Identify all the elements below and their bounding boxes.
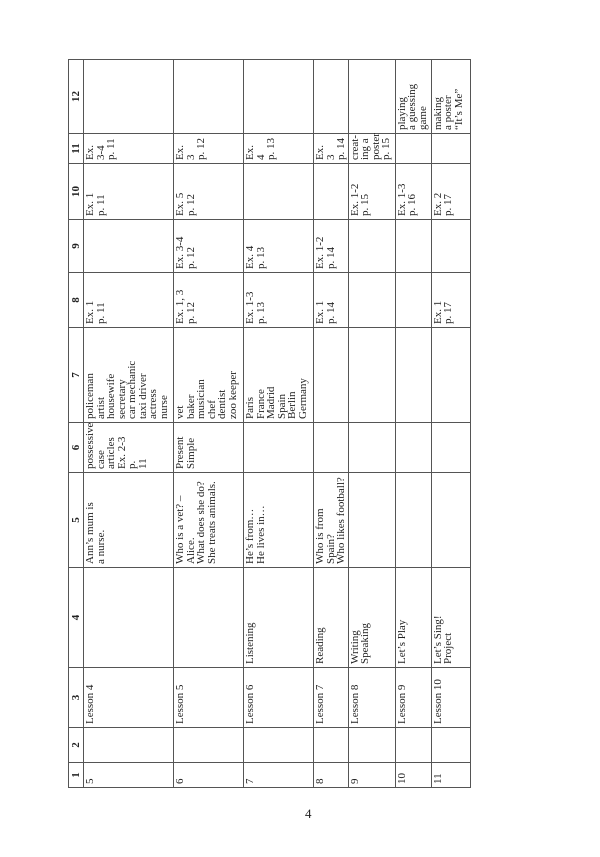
table-cell: Let’s Play (395, 568, 431, 668)
table-cell: Ex. 5 p. 12 (174, 164, 244, 220)
table-cell: Ex. 4 p. 13 (244, 220, 314, 273)
table-cell (395, 220, 431, 273)
table-cell (395, 134, 431, 164)
table-cell (244, 60, 314, 134)
table-cell: Ann’s mum is a nurse. (84, 473, 174, 568)
column-header: 3 (69, 668, 84, 728)
table-cell (348, 728, 395, 763)
table-cell: Ex. 3-4 p. 11 (84, 134, 174, 164)
column-header: 5 (69, 473, 84, 568)
table-cell (395, 328, 431, 423)
table-cell (395, 423, 431, 473)
rotated-lesson-plan-table (68, 60, 465, 788)
column-header: 4 (69, 568, 84, 668)
table-cell: Let’s Sing! Project (431, 568, 470, 668)
table-cell: 9 (348, 763, 395, 788)
table-cell (395, 273, 431, 328)
table-cell (244, 728, 314, 763)
table-cell (314, 728, 349, 763)
header-row (69, 60, 84, 788)
table-cell: Lesson 5 (174, 668, 244, 728)
table-cell (244, 423, 314, 473)
table-cell (84, 220, 174, 273)
table-cell: 10 (395, 763, 431, 788)
table-cell (174, 568, 244, 668)
table-cell: Ex. 1-2 p. 15 (348, 164, 395, 220)
table-cell (431, 328, 470, 423)
table-cell (348, 273, 395, 328)
table-cell: 5 (84, 763, 174, 788)
table-cell: 6 (174, 763, 244, 788)
table-cell (84, 728, 174, 763)
table-cell: possessive case articles Ex. 2-3 p. 11 (84, 423, 174, 473)
table-cell: Ex. 1 p. 11 (84, 273, 174, 328)
table-cell (314, 60, 349, 134)
table-cell: Ex. 3 p. 12 (174, 134, 244, 164)
column-header: 7 (69, 328, 84, 423)
column-header: 12 (69, 60, 84, 134)
page-number: 4 (305, 806, 312, 821)
table-row (314, 60, 349, 788)
table-row (431, 60, 470, 788)
table-cell: Lesson 4 (84, 668, 174, 728)
table-cell: Listening (244, 568, 314, 668)
table-cell: creat- ing a poster p. 15 (348, 134, 395, 164)
column-header: 2 (69, 728, 84, 763)
table-cell: Ex. 3-4 p. 12 (174, 220, 244, 273)
table-cell (84, 60, 174, 134)
table-cell: making a poster “It’s Me” (431, 60, 470, 134)
table-cell: playing a guessing game (395, 60, 431, 134)
table-cell: Ex. 3 p. 14 (314, 134, 349, 164)
table-cell (174, 60, 244, 134)
column-header: 10 (69, 164, 84, 220)
table-cell: Ex. 1 p. 17 (431, 273, 470, 328)
table-row (244, 60, 314, 788)
table-cell: Lesson 8 (348, 668, 395, 728)
table-cell: He’s from… He lives in… (244, 473, 314, 568)
column-header: 11 (69, 134, 84, 164)
table-row (395, 60, 431, 788)
table-cell: Who is a vet? – Alice. What does she do? She treats animals. (174, 473, 244, 568)
table-row (84, 60, 174, 788)
table-cell: policeman artist housewife secretary car mechanic taxi driver actress nurse (84, 328, 174, 423)
column-header: 8 (69, 273, 84, 328)
table-cell: Ex. 1 p. 14 (314, 273, 349, 328)
table-cell (431, 423, 470, 473)
table-cell (395, 728, 431, 763)
lesson-plan-table (68, 59, 471, 788)
table-cell: Present Simple (174, 423, 244, 473)
table-cell (244, 164, 314, 220)
column-header: 6 (69, 423, 84, 473)
table-row (348, 60, 395, 788)
table-cell: Ex. 1-3 p. 13 (244, 273, 314, 328)
table-cell: Reading (314, 568, 349, 668)
table-cell (431, 473, 470, 568)
table-cell (348, 473, 395, 568)
table-cell (314, 164, 349, 220)
table-cell: Ex. 1, 3 p. 12 (174, 273, 244, 328)
table-cell (395, 473, 431, 568)
table-row (174, 60, 244, 788)
table-cell (174, 728, 244, 763)
table-cell (348, 423, 395, 473)
table-cell (431, 728, 470, 763)
table-cell: Lesson 10 (431, 668, 470, 728)
table-cell: Lesson 9 (395, 668, 431, 728)
table-cell: 11 (431, 763, 470, 788)
column-header: 9 (69, 220, 84, 273)
table-cell (431, 134, 470, 164)
table-cell: Writing Speaking (348, 568, 395, 668)
table-cell: Ex. 4 p. 13 (244, 134, 314, 164)
table-cell (348, 220, 395, 273)
table-cell: Ex. 1-3 p. 16 (395, 164, 431, 220)
table-cell (348, 60, 395, 134)
table-cell: Lesson 7 (314, 668, 349, 728)
table-cell (348, 328, 395, 423)
table-cell (314, 423, 349, 473)
table-cell: Who is from Spain? Who likes football? (314, 473, 349, 568)
table-cell (84, 568, 174, 668)
table-cell (314, 328, 349, 423)
table-cell: 7 (244, 763, 314, 788)
column-header: 1 (69, 763, 84, 788)
table-cell: Paris France Madrid Spain Berlin Germany (244, 328, 314, 423)
table-cell: vet baker musician chef dentist zoo keeper (174, 328, 244, 423)
table-cell: Ex. 1 p. 11 (84, 164, 174, 220)
table-cell: Ex. 1-2 p. 14 (314, 220, 349, 273)
table-cell: Lesson 6 (244, 668, 314, 728)
table-cell: Ex. 2 p. 17 (431, 164, 470, 220)
table-cell: 8 (314, 763, 349, 788)
table-cell (431, 220, 470, 273)
